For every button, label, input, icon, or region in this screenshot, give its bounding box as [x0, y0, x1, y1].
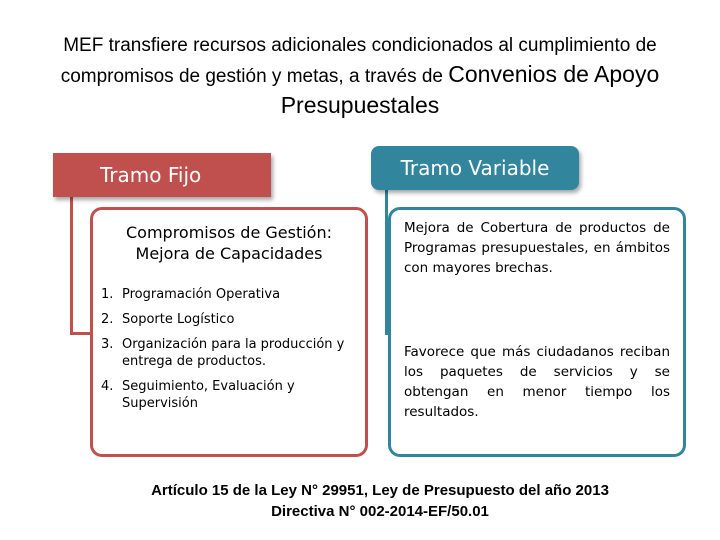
list-text: Soporte Logístico — [122, 312, 235, 327]
title-text: MEF transfiere recursos adicionales condicionados al cumplimiento de compromisos de gestión y metas, a través de — [60, 35, 657, 87]
tramo-variable-header — [371, 146, 579, 190]
list-number: 3. — [101, 337, 114, 352]
compromisos-list — [101, 286, 363, 420]
list-text: Programación Operativa — [122, 287, 281, 302]
tramo-variable-label: Tramo Variable — [400, 156, 550, 180]
title-emphasis: Convenios de Apoyo Presupuestales — [280, 61, 660, 118]
list-number: 2. — [101, 312, 114, 327]
list-item — [101, 311, 363, 328]
list-item — [101, 378, 363, 412]
list-item — [101, 336, 363, 370]
list-text: Seguimiento, Evaluación y Supervisión — [122, 379, 295, 411]
list-number: 1. — [101, 287, 114, 302]
tramo-fijo-box — [90, 207, 368, 457]
directiva-reference: Directiva N° 002-2014-EF/50.01 — [271, 503, 489, 520]
list-number: 4. — [101, 379, 114, 394]
tramo-variable-box — [388, 207, 686, 457]
cobertura-paragraph: Mejora de Cobertura de productos de Programas presupuestales, en ámbitos con mayores brechas. — [404, 220, 670, 276]
legal-reference — [60, 480, 700, 522]
tramo-fijo-header — [53, 153, 271, 197]
list-text: Organización para la producción y entrega de productos. — [122, 337, 345, 369]
list-item — [101, 286, 363, 303]
page-title — [20, 32, 700, 122]
tramo-fijo-label: Tramo Fijo — [100, 163, 202, 187]
ley-reference: Artículo 15 de la Ley N° 29951, Ley de Presupuesto del año 2013 — [151, 482, 609, 499]
compromisos-subtitle: Compromisos de Gestión: Mejora de Capacidades — [126, 223, 332, 263]
favorece-paragraph: Favorece que más ciudadanos reciban los paquetes de servicios y se obtengan en menor tiempo los resultados. — [404, 344, 670, 420]
